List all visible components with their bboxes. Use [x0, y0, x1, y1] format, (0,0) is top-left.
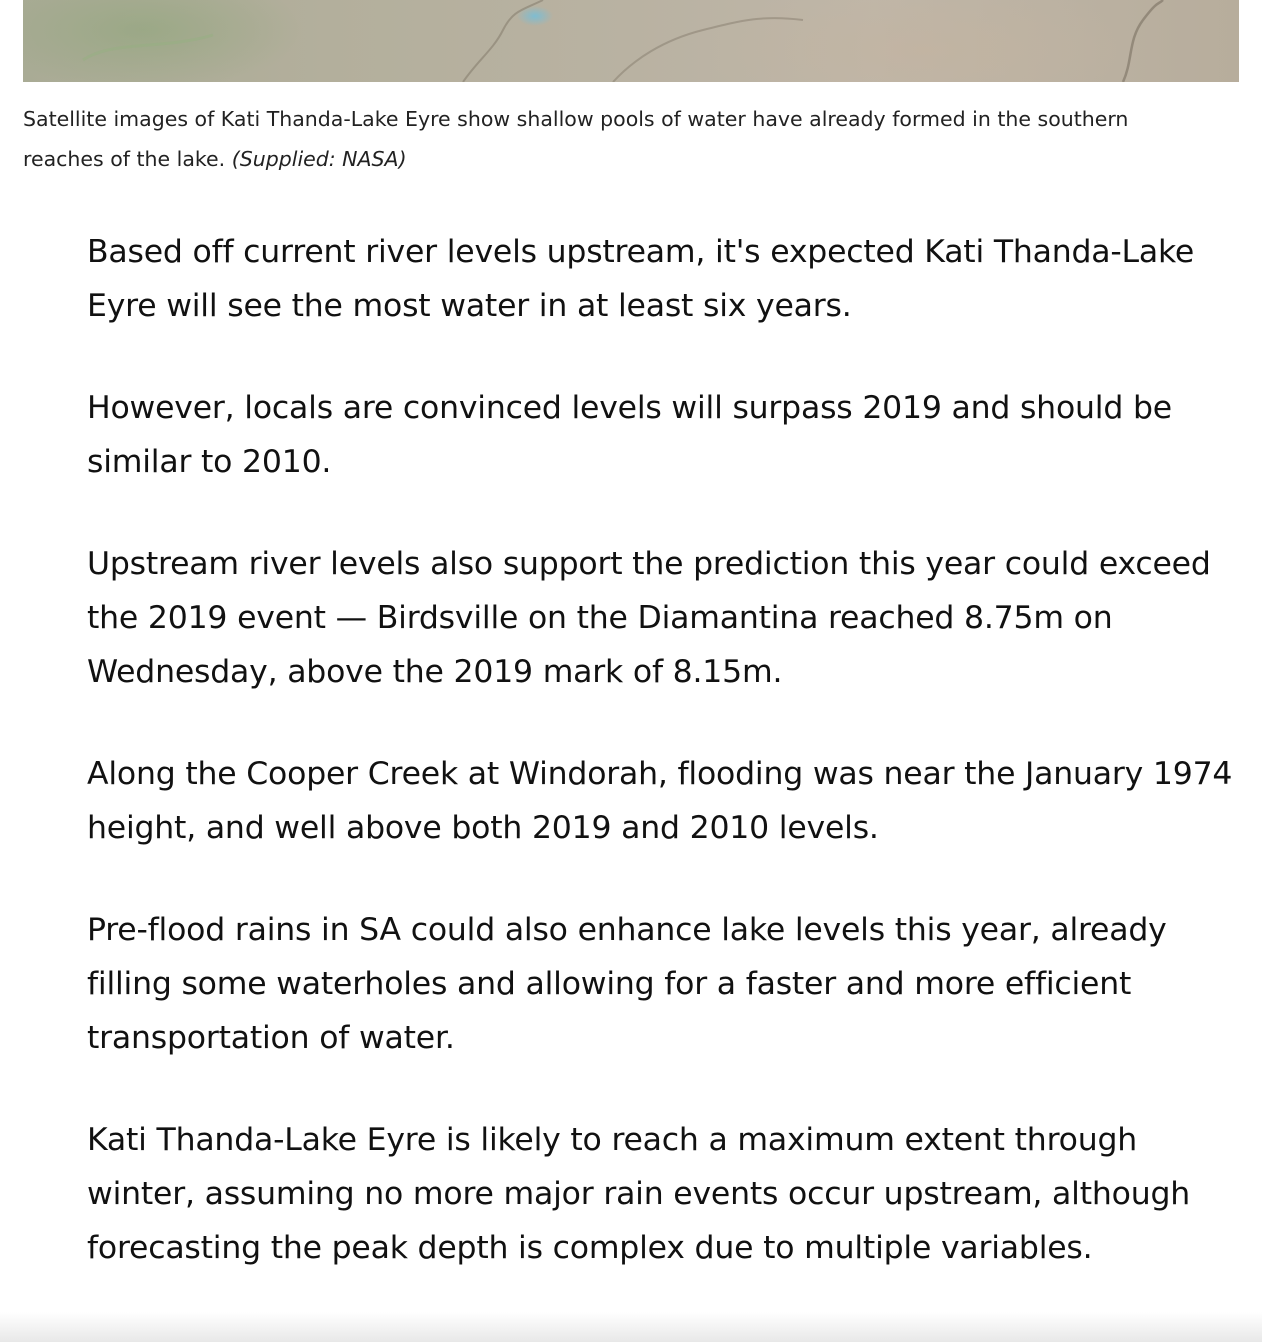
caption-text: Satellite images of Kati Thanda-Lake Eyre show shallow pools of water have already formed in the southern reaches of the lake. — [23, 107, 1129, 171]
bottom-fade — [0, 1312, 1262, 1342]
article-body — [87, 225, 1237, 1323]
article-paragraph: Kati Thanda-Lake Eyre is likely to reach a maximum extent through winter, assuming no more major rain events occur upstream, although forecasting the peak depth is complex due to multiple variables. — [87, 1122, 1191, 1266]
satellite-image-terrain — [23, 0, 1239, 82]
article-paragraph: However, locals are convinced levels will surpass 2019 and should be similar to 2010. — [87, 390, 1172, 480]
caption-credit: (Supplied: NASA) — [231, 147, 407, 171]
image-caption — [23, 99, 1203, 179]
satellite-image — [23, 0, 1239, 82]
article-paragraph: Upstream river levels also support the prediction this year could exceed the 2019 event — Birdsville on the Diamantina reached 8.75m on Wednesday, above the 2019 mark of 8.15m. — [87, 546, 1211, 690]
article-paragraph: Pre-flood rains in SA could also enhance lake levels this year, already filling some waterholes and allowing for a faster and more efficient transportation of water. — [87, 912, 1167, 1056]
article-paragraph: Based off current river levels upstream, it's expected Kati Thanda-Lake Eyre will see the most water in at least six years. — [87, 234, 1195, 324]
article-paragraph: Along the Cooper Creek at Windorah, flooding was near the January 1974 height, and well above both 2019 and 2010 levels. — [87, 756, 1233, 846]
